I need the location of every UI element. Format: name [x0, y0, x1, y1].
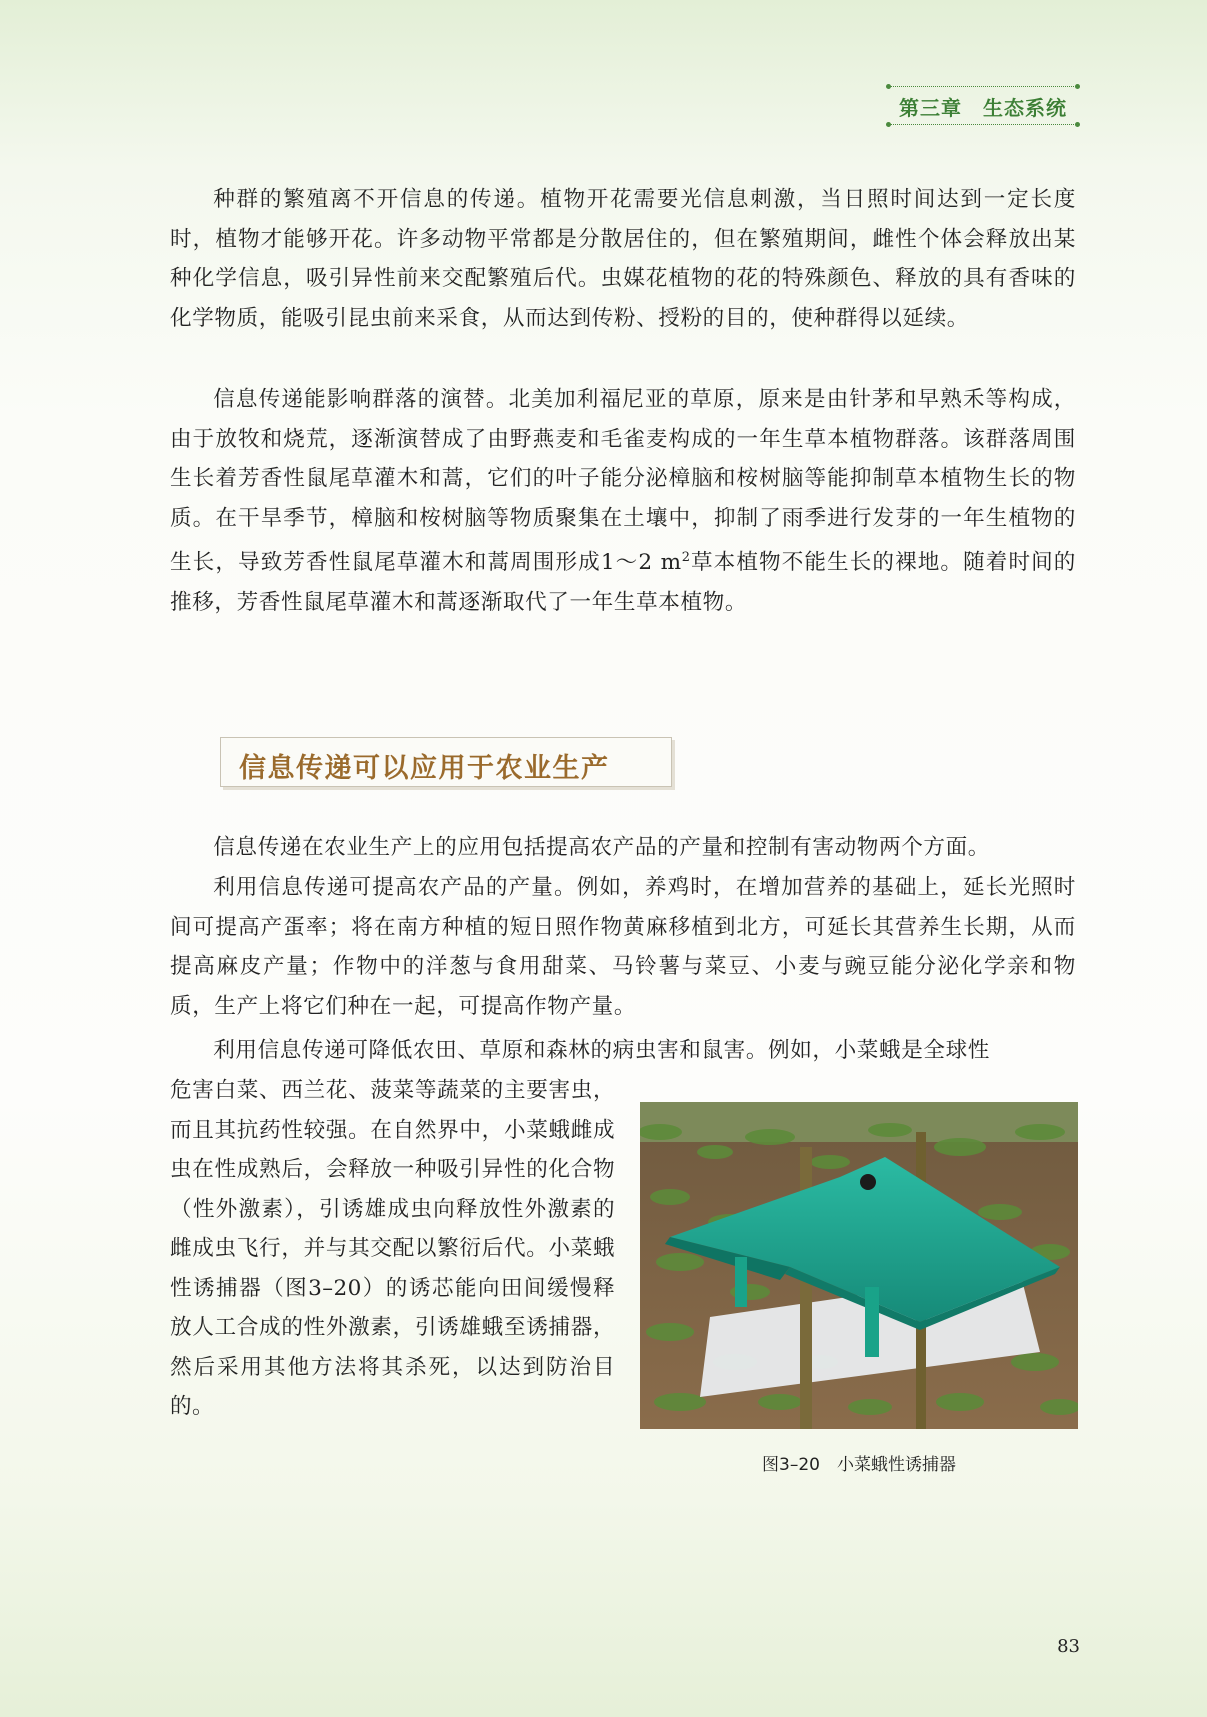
chapter-header — [888, 84, 1078, 128]
chapter-title: 第三章 生态系统 — [899, 96, 1067, 120]
paragraph-pest-control: 利用信息传递可降低农田、草原和森林的病虫害和鼠害。例如，小菜蛾是全球性 — [213, 1038, 990, 1063]
header-dot — [1075, 84, 1080, 89]
paragraph-yield: 利用信息传递可提高农产品的产量。例如，养鸡时，在增加营养的基础上，延长光照时间可提高产蛋率；将在南方种植的短日照作物黄麻移植到北方，可延长其营养生长期，从而提高麻皮产量；作物中的洋葱与食用甜菜、马铃薯与菜豆、小麦与豌豆能分泌化学亲和物质，生产上将它们种在一起，可提高作物产量。 — [170, 875, 1076, 1019]
page-number: 83 — [1057, 1636, 1080, 1657]
figure-moth-trap-photo — [640, 1102, 1078, 1429]
paragraph-moth-trap: 危害白菜、西兰花、菠菜等蔬菜的主要害虫，而且其抗药性较强。在自然界中，小菜蛾雌成虫在性成熟后，会释放一种吸引异性的化合物（性外激素），引诱雄成虫向释放性外激素的雌成虫飞行，并与其交配以繁衍后代。小菜蛾性诱捕器（图3–20）的诱芯能向田间缓慢释放人工合成的性外激素，引诱雄蛾至诱捕器，然后采用其他方法将其杀死，以达到防治目的。 — [170, 1078, 615, 1419]
header-rule-top — [888, 86, 1078, 87]
header-dot — [1075, 122, 1080, 127]
superscript: 2 — [681, 550, 691, 565]
section-heading — [220, 737, 672, 787]
figure-caption: 图3–20 小菜蛾性诱捕器 — [762, 1455, 956, 1475]
paragraph-succession-end: 草本植物不能生长的裸地。随着时间的推移，芳香性鼠尾草灌木和蒿逐渐取代了一年生草本植物。 — [170, 550, 1077, 615]
trap-photo-illustration — [640, 1102, 1078, 1429]
paragraph-succession — [170, 380, 1076, 622]
paragraph-succession-text: 信息传递能影响群落的演替。北美加利福尼亚的草原，原来是由针茅和早熟禾等构成，由于放牧和烧荒，逐渐演替成了由野燕麦和毛雀麦构成的一年生草本植物群落。该群落周围生长着芳香性鼠尾草灌木和蒿，它们的叶子能分泌樟脑和桉树脑等能抑制草本植物生长的物质。在干旱季节，樟脑和桉树脑等物质聚集在土壤中，抑制了雨季进行发芽的一年生植物的生长，导致芳香性鼠尾草灌木和蒿周围形成1～2 m — [170, 387, 1076, 576]
header-dot — [886, 84, 891, 89]
header-dot — [886, 122, 891, 127]
paragraph-reproduction: 种群的繁殖离不开信息的传递。植物开花需要光信息刺激，当日照时间达到一定长度时，植物才能够开花。许多动物平常都是分散居住的，但在繁殖期间，雌性个体会释放出某种化学信息，吸引异性前来交配繁殖后代。虫媒花植物的花的特殊颜色、释放的具有香味的化学物质，能吸引昆虫前来采食，从而达到传粉、授粉的目的，使种群得以延续。 — [170, 187, 1076, 331]
paragraph-agri-intro: 信息传递在农业生产上的应用包括提高农产品的产量和控制有害动物两个方面。 — [213, 835, 990, 860]
section-heading-text: 信息传递可以应用于农业生产 — [239, 753, 610, 784]
header-rule-bottom — [888, 124, 1078, 125]
